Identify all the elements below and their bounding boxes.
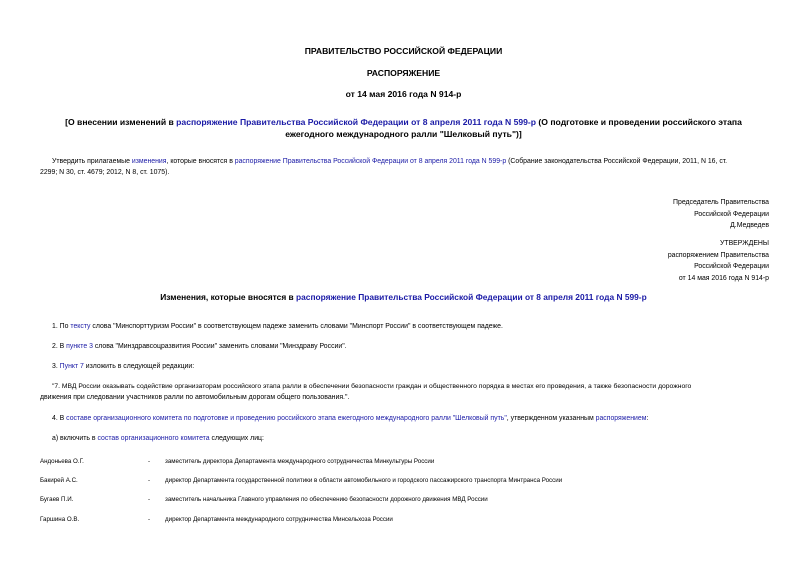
item-4-sub-a: [52, 433, 264, 444]
item-3: [52, 361, 194, 372]
item-2: [52, 341, 347, 352]
member-name: Андоньева О.Г.: [40, 458, 84, 465]
approved-line-1: УТВЕРЖДЕНЫ: [720, 240, 769, 247]
member-dash: -: [148, 496, 151, 503]
changes-title-link[interactable]: распоряжение Правительства Российской Федерации от 8 апреля 2011 года N 599-р: [296, 292, 647, 302]
member-dash: -: [148, 516, 151, 523]
approved-line-3: Российской Федерации: [694, 263, 769, 270]
signature-block: [673, 197, 769, 232]
intro-text-2: , которые вносятся в: [166, 158, 235, 165]
approved-block: [668, 238, 769, 284]
member-dash: -: [148, 458, 151, 465]
item-4-text-a: 4. В: [52, 415, 67, 422]
intro-text-1: Утвердить прилагаемые: [52, 158, 132, 165]
member-position: заместитель начальника Главного управления по обеспечению безопасности дорожного движения МВД России: [165, 496, 488, 503]
changes-title: [0, 292, 807, 302]
document-title: [0, 116, 807, 140]
item-3-text-a: 3.: [52, 363, 60, 370]
signature-line-3: Д.Медведев: [730, 222, 769, 229]
sub-a-text-2: следующих лиц:: [209, 435, 264, 442]
title-prefix: [О внесении изменений в: [65, 117, 177, 127]
intro-text-3: (Собрание законодательства Российской Федерации, 2011, N 16, ст.: [506, 158, 728, 165]
intro-line-2: 2299; N 30, ст. 4679; 2012, N 8, ст. 1075).: [40, 169, 170, 176]
intro-link-changes[interactable]: изменения: [131, 158, 167, 165]
member-dash: -: [148, 477, 151, 484]
member-name: Бугаев П.И.: [40, 496, 74, 503]
title-suffix: (О подготовке и проведении российского этапа: [536, 117, 742, 127]
title-line2: ежегодного международного ралли "Шелковый путь")]: [285, 129, 522, 139]
title-link[interactable]: распоряжение Правительства Российской Федерации от 8 апреля 2011 года N 599-р: [176, 117, 537, 127]
signature-line-2: Российской Федерации: [694, 210, 769, 218]
item-1-text-a: 1. По: [52, 323, 71, 330]
member-position: заместитель директора Департамента международного сотрудничества Минкультуры России: [165, 458, 435, 465]
item-2-text-b: слова "Минздравсоцразвития России" заменить словами "Минздраву России".: [92, 343, 347, 350]
item-4-link-order[interactable]: распоряжением: [595, 415, 647, 422]
item-4: [52, 413, 648, 424]
item-1-text-b: слова "Минспорттуризм России" в соответствующем падеже заменить словами "Минспорт России" в соответствующем падеже.: [90, 323, 503, 330]
member-name: Бакирей А.С.: [40, 477, 78, 484]
item-3-link[interactable]: Пункт 7: [59, 363, 84, 370]
approved-line-2: распоряжением Правительства: [667, 251, 769, 259]
item-1-link[interactable]: тексту: [70, 323, 91, 330]
member-position: директор Департамента государственной политики в области автомобильного и городского пассажирского транспорта Минтранса России: [165, 477, 563, 484]
item-3-quote-line-1: "7. МВД России оказывать содействие организаторам российского этапа ралли в обеспечении безопасности граждан и общественного порядка в местах его проведения, а также безопасности дорожного: [52, 383, 692, 390]
signature-line-1: Председатель Правительства: [673, 199, 769, 206]
item-1: [52, 321, 503, 332]
intro-paragraph: [52, 156, 772, 167]
document-type: РАСПОРЯЖЕНИЕ: [366, 68, 441, 78]
sub-a-link[interactable]: состав организационного комитета: [97, 435, 210, 442]
item-4-link-committee[interactable]: составе организационного комитета по подготовке и проведению российского этапа ежегодного международного ралли "Шелковый путь": [66, 415, 507, 422]
item-2-text-a: 2. В: [52, 343, 67, 350]
item-4-text-c: :: [646, 415, 649, 422]
intro-link-order[interactable]: распоряжение Правительства Российской Федерации от 8 апреля 2011 года N 599-р: [234, 158, 507, 165]
changes-title-prefix: Изменения, которые вносятся в: [160, 292, 297, 302]
document-date-number: от 14 мая 2016 года N 914-р: [345, 89, 462, 99]
item-3-text-b: изложить в следующей редакции:: [83, 363, 195, 370]
approved-line-4: от 14 мая 2016 года N 914-р: [678, 274, 769, 282]
government-heading: ПРАВИТЕЛЬСТВО РОССИЙСКОЙ ФЕДЕРАЦИИ: [304, 46, 503, 56]
sub-a-text-1: а) включить в: [52, 435, 98, 442]
item-4-text-b: , утвержденном указанным: [506, 415, 596, 422]
member-name: Гаршина О.В.: [40, 516, 80, 523]
item-2-link[interactable]: пункте 3: [66, 343, 93, 350]
member-position: директор Департамента международного сотрудничества Минсельхоза России: [165, 516, 393, 523]
item-3-quote-line-2: движения при следовании участников ралли по автомобильным дорогам общего пользования.".: [40, 394, 350, 401]
